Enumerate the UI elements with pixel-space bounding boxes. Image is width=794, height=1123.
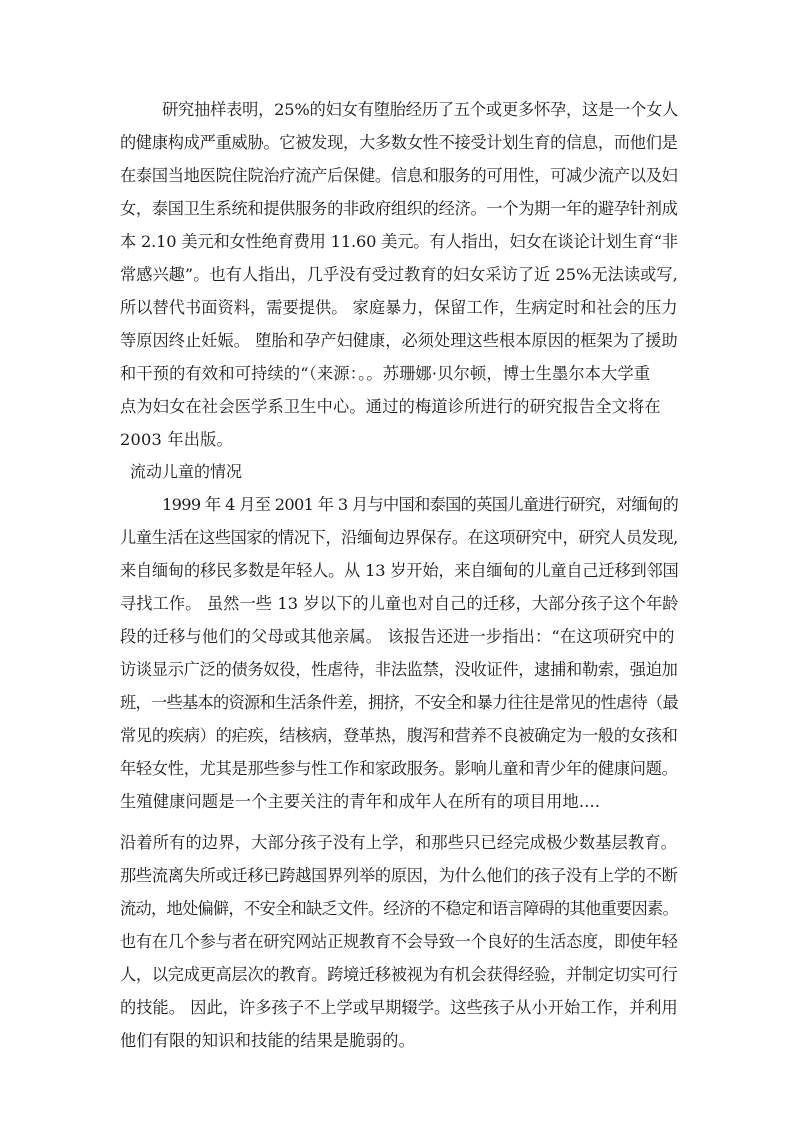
paragraph-2-line-6: 访谈显示广泛的债务奴役，性虐待，非法监禁，没收证件，逮捕和勒索，强迫加 — [120, 660, 678, 679]
paragraph-2-line-3: 来自缅甸的移民多数是年轻人。从 13 岁开始，来自缅甸的儿童自己迁移到邻国 — [120, 561, 679, 580]
paragraph-1-line-8: 等原因终止妊娠。 堕胎和孕产妇健康，必须处理这些根本原因的框架为了援助 — [120, 331, 678, 350]
paragraph-2-line-1: 1999 年 4 月至 2001 年 3 月与中国和泰国的英国儿童进行研究，对缅甸的 — [162, 495, 679, 514]
paragraph-2-line-9: 年轻女性，尤其是那些参与性工作和家政服务。影响儿童和青少年的健康问题。 — [120, 759, 678, 778]
paragraph-2-line-5: 段的迁移与他们的父母或其他亲属。 该报告还进一步指出：“在这项研究中的 — [120, 627, 675, 646]
paragraph-1-line-11: 2003 年出版。 — [120, 430, 233, 449]
paragraph-1-line-1: 研究抽样表明，25%的妇女有堕胎经历了五个或更多怀孕，这是一个女人 — [162, 100, 679, 119]
paragraph-1-line-10: 点为妇女在社会医学系卫生中心。通过的梅道诊所进行的研究报告全文将在 — [120, 397, 661, 416]
paragraph-3-line-4: 也有在几个参与者在研究网站正规教育不会导致一个良好的生活态度，即使年轻 — [120, 932, 678, 951]
paragraph-2-line-7: 班，一些基本的资源和生活条件差，拥挤，不安全和暴力往往是常见的性虐待（最 — [120, 693, 678, 712]
paragraph-3-line-7: 他们有限的知识和技能的结果是脆弱的。 — [120, 1031, 415, 1050]
paragraph-2-line-8: 常见的疾病）的疟疾，结核病，登革热，腹泻和营养不良被确定为一般的女孩和 — [120, 726, 678, 745]
paragraph-1-line-4: 女，泰国卫生系统和提供服务的非政府组织的经济。一个为期一年的避孕针剂成 — [120, 199, 678, 218]
paragraph-1-line-3: 在泰国当地医院住院治疗流产后保健。信息和服务的可用性，可减少流产以及妇 — [120, 166, 678, 185]
paragraph-2-line-10: 生殖健康问题是一个主要关注的青年和成年人在所有的项目用地.... — [120, 792, 601, 811]
paragraph-1-line-2: 的健康构成严重威胁。它被发现，大多数女性不接受计划生育的信息，而他们是 — [120, 133, 678, 152]
paragraph-3-line-2: 那些流离失所或迁移已跨越国界列举的原因，为什么他们的孩子没有上学的不断 — [120, 866, 678, 885]
paragraph-3-line-5: 人，以完成更高层次的教育。跨境迁移被视为有机会获得经验，并制定切实可行 — [120, 965, 678, 984]
paragraph-1-line-9: 和干预的有效和可持续的“（来源：。。苏珊娜·贝尔顿，博士生墨尔本大学重 — [120, 364, 651, 383]
section-heading: 流动儿童的情况 — [130, 462, 243, 481]
paragraph-2-line-4: 寻找工作。 虽然一些 13 岁以下的儿童也对自己的迁移，大部分孩子这个年龄 — [120, 594, 679, 613]
paragraph-1-line-7: 所以替代书面资料，需要提供。 家庭暴力，保留工作，生病定时和社会的压力 — [120, 298, 678, 317]
paragraph-2-line-2: 儿童生活在这些国家的情况下，沿缅甸边界保存。在这项研究中，研究人员发现, — [120, 528, 678, 547]
paragraph-3-line-6: 的技能。 因此，许多孩子不上学或早期辍学。这些孩子从小开始工作，并利用 — [120, 998, 678, 1017]
paragraph-1-line-5: 本 2.10 美元和女性绝育费用 11.60 美元。有人指出，妇女在谈论计划生育“非 — [120, 232, 678, 251]
paragraph-1-line-6: 常感兴趣”。也有人指出，几乎没有受过教育的妇女采访了近 25%无法读或写, — [120, 265, 678, 284]
paragraph-3-line-3: 流动，地处偏僻，不安全和缺乏文件。经济的不稳定和语言障碍的其他重要因素。 — [120, 899, 678, 918]
paragraph-3-line-1: 沿着所有的边界，大部分孩子没有上学，和那些只已经完成极少数基层教育。 — [120, 833, 678, 852]
